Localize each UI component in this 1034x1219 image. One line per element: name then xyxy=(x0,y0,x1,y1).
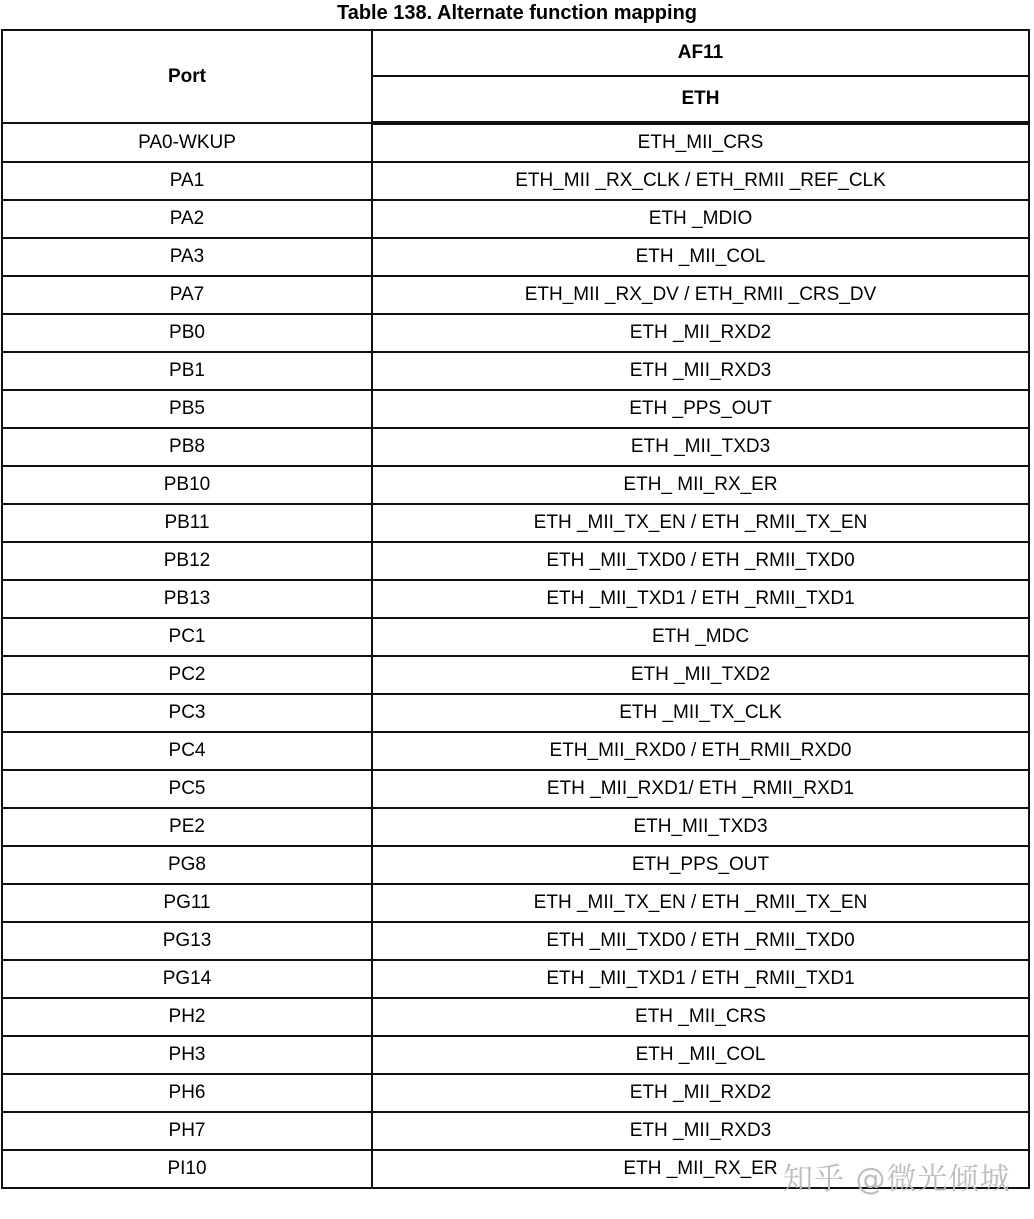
function-cell: ETH_PPS_OUT xyxy=(372,846,1029,884)
table-row xyxy=(2,504,1029,542)
port-cell: PC2 xyxy=(2,656,372,694)
table-title: Table 138. Alternate function mapping xyxy=(336,2,698,24)
table-row xyxy=(2,770,1029,808)
function-cell: ETH _MII_RXD1/ ETH _RMII_RXD1 xyxy=(372,770,1029,808)
table-row xyxy=(2,808,1029,846)
table-row xyxy=(2,162,1029,200)
port-cell: PA7 xyxy=(2,276,372,314)
function-cell: ETH _MII_RXD3 xyxy=(372,352,1029,390)
function-cell: ETH _MII_TX_EN / ETH _RMII_TX_EN xyxy=(372,504,1029,542)
table-row xyxy=(2,314,1029,352)
table-row xyxy=(2,352,1029,390)
port-cell: PA0-WKUP xyxy=(2,123,372,162)
table-row xyxy=(2,466,1029,504)
table-row xyxy=(2,390,1029,428)
function-cell: ETH _MII_TXD3 xyxy=(372,428,1029,466)
table-row xyxy=(2,1074,1029,1112)
function-cell: ETH _MII_TX_EN / ETH _RMII_TX_EN xyxy=(372,884,1029,922)
table-row xyxy=(2,200,1029,238)
table-row xyxy=(2,542,1029,580)
port-cell: PE2 xyxy=(2,808,372,846)
function-cell: ETH _MII_RXD2 xyxy=(372,1074,1029,1112)
port-cell: PB10 xyxy=(2,466,372,504)
header-af11: AF11 xyxy=(372,30,1029,76)
function-cell: ETH _MII_CRS xyxy=(372,998,1029,1036)
table-row xyxy=(2,732,1029,770)
table-row xyxy=(2,922,1029,960)
table-row xyxy=(2,884,1029,922)
port-cell: PC4 xyxy=(2,732,372,770)
port-cell: PG8 xyxy=(2,846,372,884)
table-row xyxy=(2,580,1029,618)
function-cell: ETH _MII_RXD2 xyxy=(372,314,1029,352)
table-row xyxy=(2,238,1029,276)
header-port: Port xyxy=(2,30,372,123)
table-row xyxy=(2,618,1029,656)
port-cell: PG13 xyxy=(2,922,372,960)
function-cell: ETH_MII_TXD3 xyxy=(372,808,1029,846)
alternate-function-table xyxy=(1,29,1030,1189)
function-cell: ETH _MII_RX_ER xyxy=(372,1150,1029,1188)
port-cell: PB13 xyxy=(2,580,372,618)
table-row xyxy=(2,276,1029,314)
port-cell: PB11 xyxy=(2,504,372,542)
table-row xyxy=(2,656,1029,694)
function-cell: ETH _MII_TXD1 / ETH _RMII_TXD1 xyxy=(372,580,1029,618)
function-cell: ETH _MDC xyxy=(372,618,1029,656)
function-cell: ETH_MII _RX_DV / ETH_RMII _CRS_DV xyxy=(372,276,1029,314)
table-row xyxy=(2,998,1029,1036)
port-cell: PB12 xyxy=(2,542,372,580)
port-cell: PH6 xyxy=(2,1074,372,1112)
function-cell: ETH_MII_RXD0 / ETH_RMII_RXD0 xyxy=(372,732,1029,770)
port-cell: PH3 xyxy=(2,1036,372,1074)
table-row xyxy=(2,123,1029,162)
table-body xyxy=(2,123,1029,1188)
table-row xyxy=(2,960,1029,998)
port-cell: PH2 xyxy=(2,998,372,1036)
port-cell: PC3 xyxy=(2,694,372,732)
watermark: 知乎 @微光倾城 xyxy=(783,1162,1011,1197)
port-cell: PC1 xyxy=(2,618,372,656)
table-row xyxy=(2,694,1029,732)
function-cell: ETH _MII_TXD0 / ETH _RMII_TXD0 xyxy=(372,542,1029,580)
port-cell: PA1 xyxy=(2,162,372,200)
function-cell: ETH _MII_TXD0 / ETH _RMII_TXD0 xyxy=(372,922,1029,960)
port-cell: PB0 xyxy=(2,314,372,352)
function-cell: ETH_ MII_RX_ER xyxy=(372,466,1029,504)
port-cell: PB8 xyxy=(2,428,372,466)
function-cell: ETH _MII_TXD1 / ETH _RMII_TXD1 xyxy=(372,960,1029,998)
header-eth: ETH xyxy=(372,76,1029,123)
function-cell: ETH _PPS_OUT xyxy=(372,390,1029,428)
function-cell: ETH_MII_CRS xyxy=(372,123,1029,162)
function-cell: ETH _MII_COL xyxy=(372,238,1029,276)
function-cell: ETH _MII_TX_CLK xyxy=(372,694,1029,732)
table-row xyxy=(2,1112,1029,1150)
port-cell: PH7 xyxy=(2,1112,372,1150)
function-cell: ETH _MII_TXD2 xyxy=(372,656,1029,694)
function-cell: ETH _MII_RXD3 xyxy=(372,1112,1029,1150)
table-row xyxy=(2,428,1029,466)
port-cell: PG14 xyxy=(2,960,372,998)
port-cell: PA2 xyxy=(2,200,372,238)
table-row xyxy=(2,1036,1029,1074)
port-cell: PG11 xyxy=(2,884,372,922)
port-cell: PB5 xyxy=(2,390,372,428)
table-row xyxy=(2,846,1029,884)
port-cell: PC5 xyxy=(2,770,372,808)
function-cell: ETH_MII _RX_CLK / ETH_RMII _REF_CLK xyxy=(372,162,1029,200)
port-cell: PA3 xyxy=(2,238,372,276)
function-cell: ETH _MII_COL xyxy=(372,1036,1029,1074)
port-cell: PI10 xyxy=(2,1150,372,1188)
function-cell: ETH _MDIO xyxy=(372,200,1029,238)
port-cell: PB1 xyxy=(2,352,372,390)
